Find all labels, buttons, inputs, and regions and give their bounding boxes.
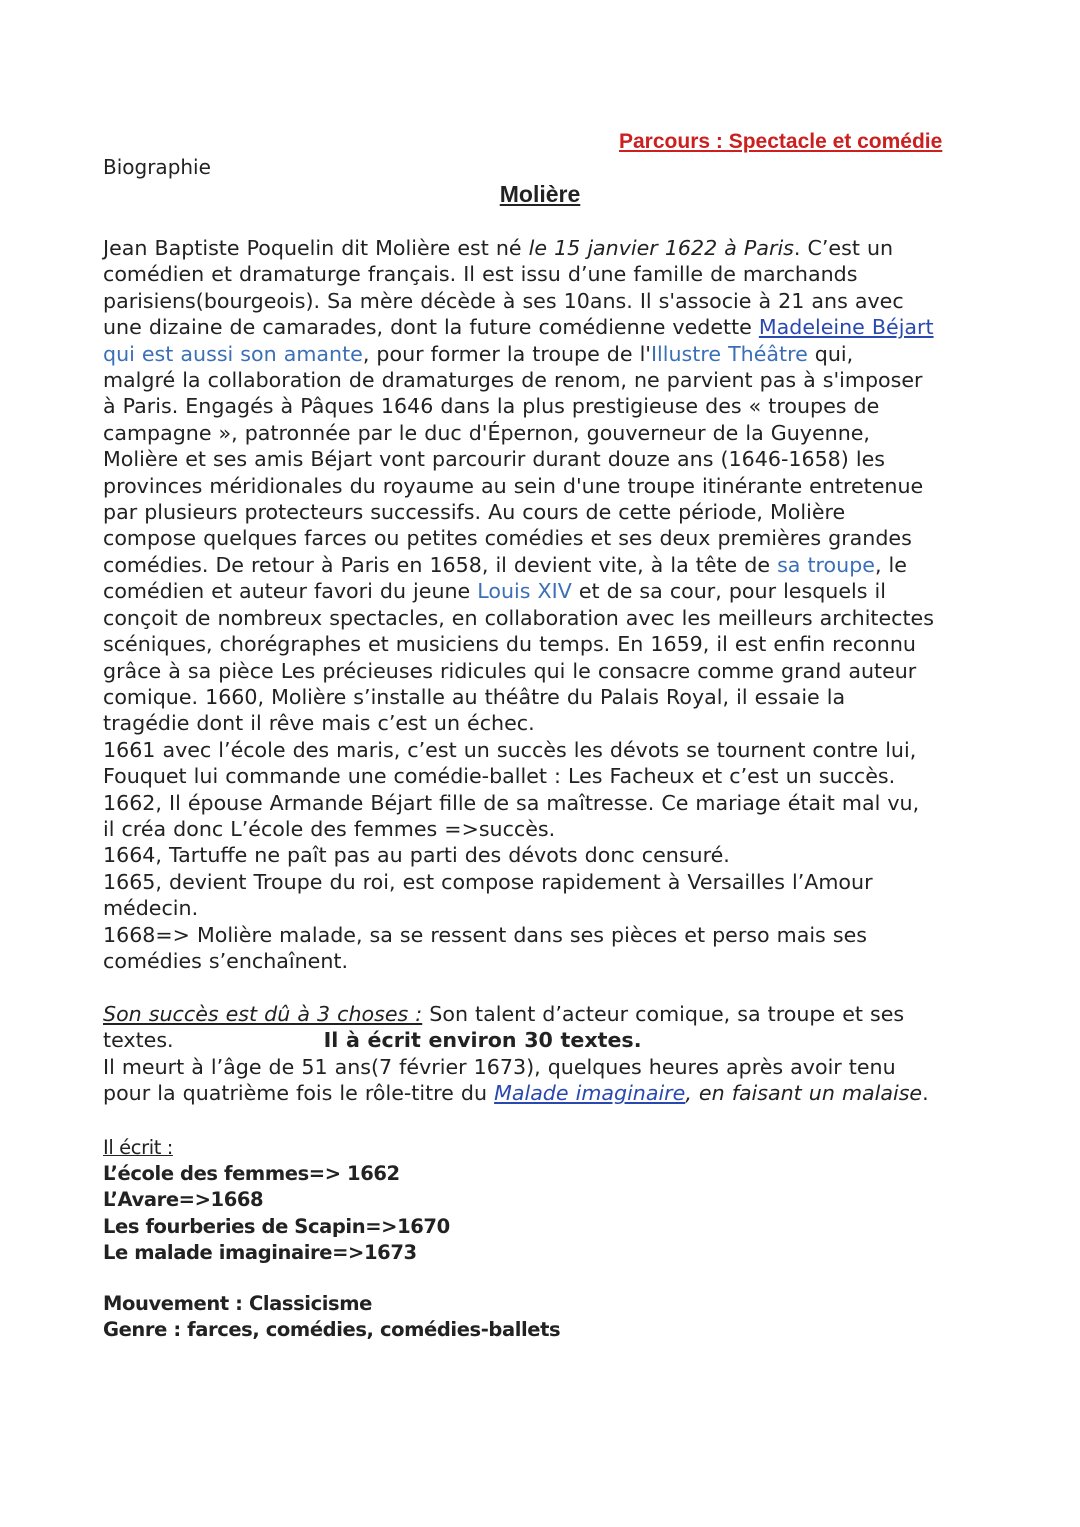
biography-text: [103, 235, 1003, 1106]
text-line: une dizaine de camarades, dont la future comédienne vedette Madeleine Béjart: [103, 315, 934, 340]
louis-xiv-link[interactable]: Louis XIV: [477, 579, 572, 604]
text-line: comédies s’enchaînent.: [103, 948, 349, 973]
text-line: parisiens(bourgeois). Sa mère décède à ses 10ans. Il s'associe à 21 ans avec: [103, 288, 904, 313]
parcours-heading: Parcours : Spectacle et comédie: [619, 130, 943, 153]
success-line: Son succès est dû à 3 choses : Son talent d’acteur comique, sa troupe et ses: [103, 1001, 905, 1026]
text-line: comédien et dramaturge français. Il est issu d’une famille de marchands: [103, 262, 858, 287]
text-line: provinces méridionales du royaume au sein d'une troupe itinérante entretenue: [103, 473, 924, 498]
text-line: 1661 avec l’école des maris, c’est un succès les dévots se tournent contre lui,: [103, 737, 917, 762]
text-line: médecin.: [103, 896, 199, 921]
text-line: comique. 1660, Molière s’installe au théâtre du Palais Royal, il essaie la: [103, 684, 846, 709]
work-item: L’école des femmes=> 1662: [103, 1162, 400, 1186]
page-title: Molière: [499, 181, 581, 207]
genre-line: Genre : farces, comédies, comédies-ballets: [103, 1318, 561, 1342]
text-line: 1664, Tartuffe ne paît pas au parti des dévots donc censuré.: [103, 843, 730, 868]
section-label: Biographie: [103, 155, 211, 179]
movement-line: Mouvement : Classicisme: [103, 1292, 372, 1315]
text-line: qui est aussi son amante, pour former la troupe de l'Illustre Théâtre qui,: [103, 341, 854, 366]
work-item: Les fourberies de Scapin=>1670: [103, 1214, 450, 1238]
movement-genre: [103, 1291, 803, 1343]
text-line: 1668=> Molière malade, sa se ressent dans ses pièces et perso mais ses: [103, 922, 867, 947]
death-line: pour la quatrième fois le rôle-titre du Malade imaginaire, en faisant un malaise.: [103, 1080, 929, 1105]
text-line: 1662, Il épouse Armande Béjart fille de sa maîtresse. Ce mariage était mal vu,: [103, 790, 920, 815]
text-line: 1665, devient Troupe du roi, est compose rapidement à Versailles l’Amour: [103, 869, 873, 894]
text-line: grâce à sa pièce Les précieuses ridicules qui le consacre comme grand auteur: [103, 658, 917, 683]
success-line: textes. Il à écrit environ 30 textes.: [103, 1028, 642, 1053]
sa-troupe-link[interactable]: sa troupe: [777, 552, 875, 577]
amante-link[interactable]: qui est aussi son amante: [103, 341, 363, 366]
death-line: Il meurt à l’âge de 51 ans(7 février 1673), quelques heures après avoir tenu: [103, 1054, 896, 1079]
text-line: Jean Baptiste Poquelin dit Molière est né le 15 janvier 1622 à Paris. C’est un: [103, 236, 894, 260]
text-line: à Paris. Engagés à Pâques 1646 dans la plus prestigieuse des « troupes de: [103, 394, 880, 419]
malade-imaginaire-link[interactable]: Malade imaginaire: [494, 1080, 686, 1105]
text-line: comédies. De retour à Paris en 1658, il devient vite, à la tête de sa troupe, le: [103, 552, 907, 577]
work-item: L’Avare=>1668: [103, 1188, 264, 1212]
works-list: [103, 1135, 703, 1266]
text-line: Fouquet lui commande une comédie-ballet : Les Facheux et c’est un succès.: [103, 764, 896, 789]
text-line: par plusieurs protecteurs successifs. Au cours de cette période, Molière: [103, 500, 846, 525]
text-line: il créa donc L’école des femmes =>succès.: [103, 816, 556, 841]
work-item: Le malade imaginaire=>1673: [103, 1240, 417, 1264]
works-heading: Il écrit :: [103, 1136, 173, 1159]
madeleine-bejart-link[interactable]: Madeleine Béjart: [758, 315, 934, 340]
text-line: tragédie dont il rêve mais c’est un échec.: [103, 711, 535, 736]
text-line: scéniques, chorégraphes et musiciens du temps. En 1659, il est enfin reconnu: [103, 632, 916, 657]
text-line: comédien et auteur favori du jeune Louis XIV et de sa cour, pour lesquels il: [103, 579, 886, 604]
text-line: malgré la collaboration de dramaturges de renom, ne parvient pas à s'imposer: [103, 368, 923, 393]
text-count: Il à écrit environ 30 textes.: [323, 1028, 642, 1053]
text-line: conçoit de nombreux spectacles, en collaboration avec les meilleurs architectes: [103, 605, 934, 630]
illustre-theatre-link[interactable]: Illustre Théâtre: [650, 341, 808, 366]
text-line: campagne », patronnée par le duc d'Épernon, gouverneur de la Guyenne,: [103, 420, 870, 445]
text-line: Molière et ses amis Béjart vont parcourir durant douze ans (1646-1658) les: [103, 447, 885, 472]
text-line: compose quelques farces ou petites comédies et ses deux premières grandes: [103, 526, 912, 551]
